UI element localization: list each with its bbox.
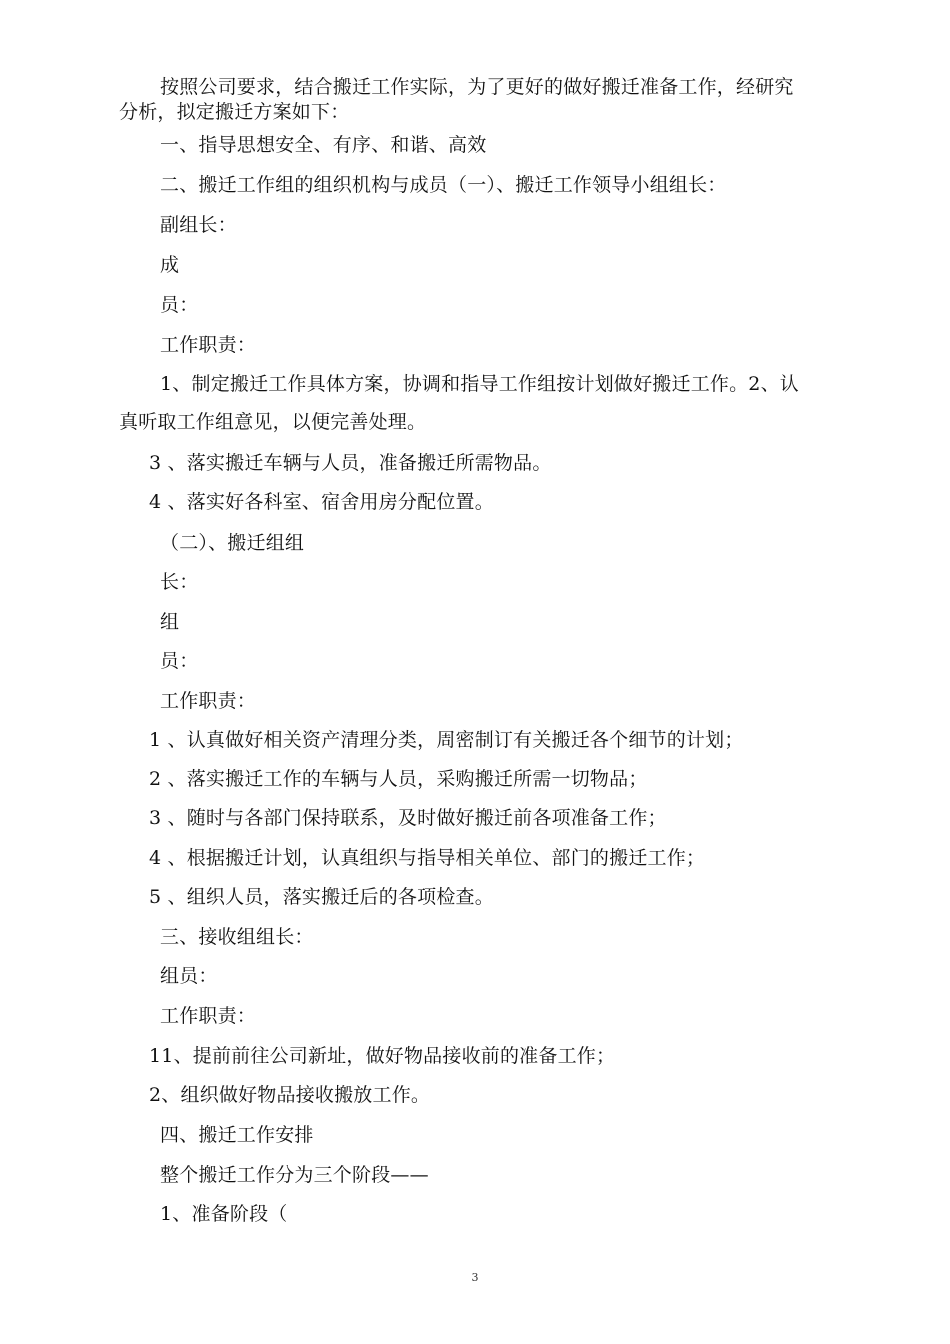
text-line: 工作职责： bbox=[160, 334, 257, 356]
text-line: 副组长： bbox=[160, 214, 237, 236]
section-heading: （二）、搬迁组组 bbox=[160, 532, 305, 554]
list-item: 4 、落实好各科室、宿舍用房分配位置。 bbox=[149, 491, 494, 513]
section-heading: 三、接收组组长： bbox=[160, 926, 314, 948]
text-line: 组员： bbox=[160, 965, 218, 987]
section-heading: 二、搬迁工作组的组织机构与成员（一）、搬迁工作领导小组组长： bbox=[160, 174, 727, 196]
list-item: 5 、组织人员，落实搬迁后的各项检查。 bbox=[149, 886, 494, 908]
list-item: 2、组织做好物品接收搬放工作。 bbox=[149, 1084, 431, 1106]
text-line: 分析，拟定搬迁方案如下： bbox=[119, 101, 350, 123]
list-item: 3 、随时与各部门保持联系，及时做好搬迁前各项准备工作； bbox=[149, 807, 667, 829]
list-item: 1、制定搬迁工作具体方案，协调和指导工作组按计划做好搬迁工作。2、认 bbox=[160, 373, 799, 395]
text-line: 工作职责： bbox=[160, 1005, 257, 1027]
list-item: 1、准备阶段（ bbox=[160, 1203, 288, 1225]
text-line: 整个搬迁工作分为三个阶段—— bbox=[160, 1164, 429, 1186]
page-number: 3 bbox=[471, 1271, 479, 1284]
text-line: 组 bbox=[160, 611, 180, 633]
text-line: 真听取工作组意见，以便完善处理。 bbox=[119, 411, 427, 433]
section-heading: 一、指导思想安全、有序、和谐、高效 bbox=[160, 134, 487, 156]
text-line: 成 bbox=[160, 254, 180, 276]
section-heading: 四、搬迁工作安排 bbox=[160, 1124, 314, 1146]
list-item: 4 、根据搬迁计划，认真组织与指导相关单位、部门的搬迁工作； bbox=[149, 847, 706, 869]
list-item: 2 、落实搬迁工作的车辆与人员，采购搬迁所需一切物品； bbox=[149, 768, 648, 790]
text-line: 工作职责： bbox=[160, 690, 257, 712]
list-item: 3 、落实搬迁车辆与人员，准备搬迁所需物品。 bbox=[149, 452, 552, 474]
list-item: 11、提前前往公司新址，做好物品接收前的准备工作； bbox=[149, 1045, 616, 1067]
text-line: 员： bbox=[160, 294, 199, 316]
text-line: 长： bbox=[160, 571, 199, 593]
text-line: 按照公司要求，结合搬迁工作实际，为了更好的做好搬迁准备工作，经研究 bbox=[160, 76, 794, 98]
list-item: 1 、认真做好相关资产清理分类，周密制订有关搬迁各个细节的计划； bbox=[149, 729, 744, 751]
text-line: 员： bbox=[160, 650, 199, 672]
